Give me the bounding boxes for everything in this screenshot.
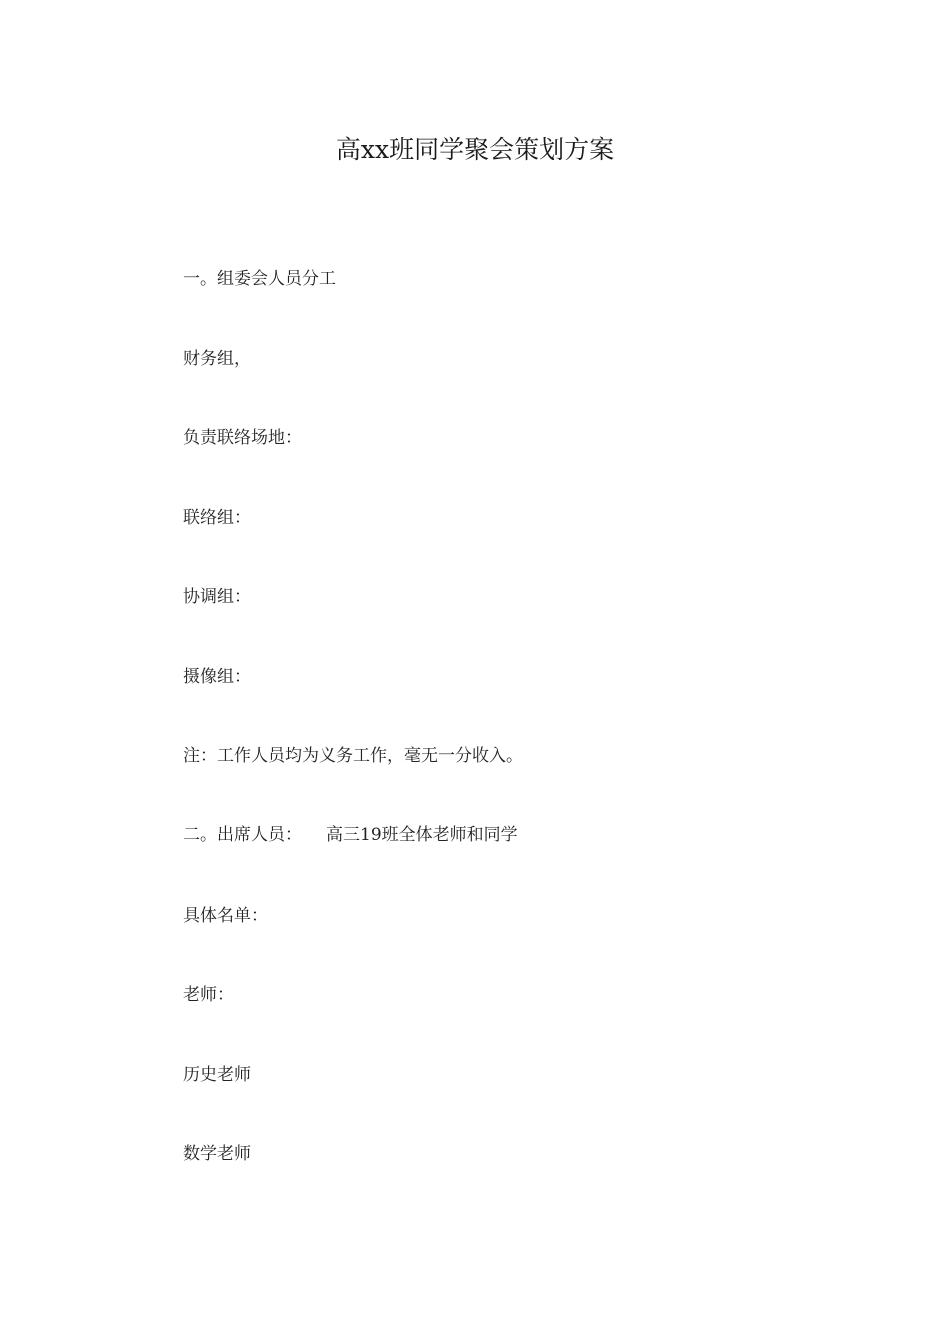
line-coordination-group: 协调组： [183,587,251,607]
line-liaison-group: 联络组： [183,508,251,528]
line-math-teacher: 数学老师 [183,1144,251,1164]
section-heading-attendees [183,821,518,849]
attendees-detail: 高三19班全体老师和同学 [326,825,518,845]
document-title: 高xx班同学聚会策划方案 [335,135,615,164]
line-venue-contact: 负责联络场地： [183,428,302,448]
line-name-list: 具体名单： [183,906,268,926]
line-finance-group: 财务组， [183,349,251,369]
line-note: 注：工作人员均为义务工作，毫无一分收入。 [183,746,523,766]
section-heading-committee: 一。组委会人员分工 [183,269,336,289]
line-history-teacher: 历史老师 [183,1065,251,1085]
line-photography-group: 摄像组： [183,667,251,687]
attendees-label: 二。出席人员： [183,825,302,845]
line-teachers: 老师： [183,985,234,1005]
